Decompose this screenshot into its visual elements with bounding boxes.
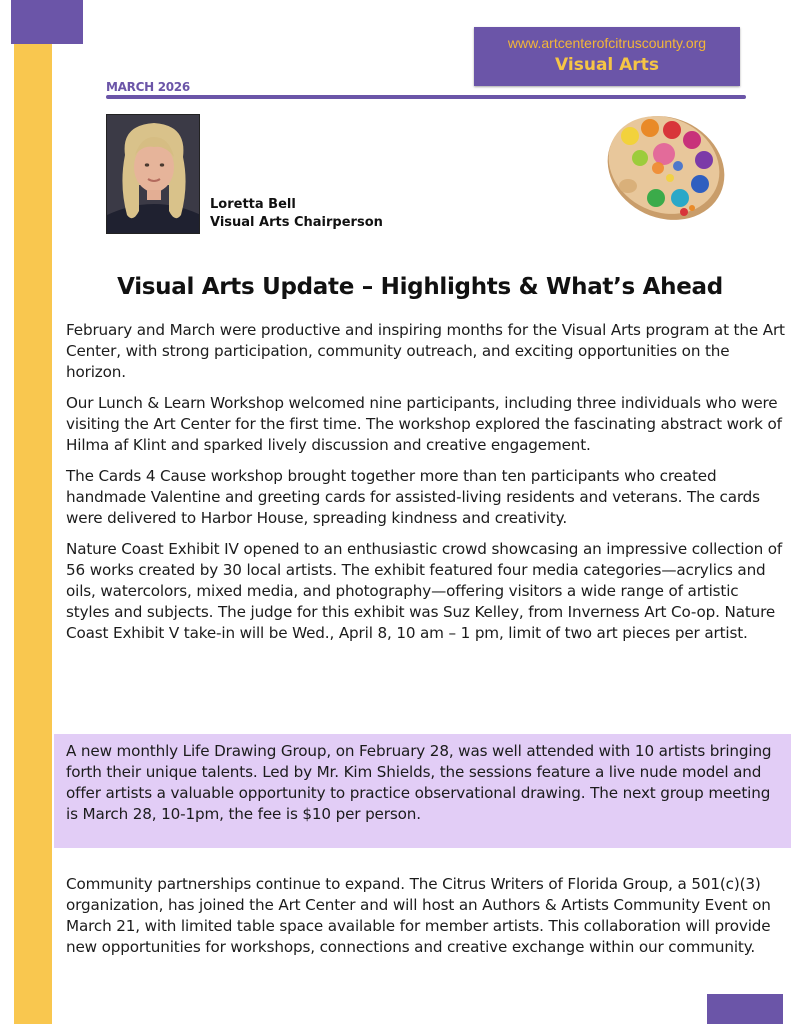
paragraph-intro: February and March were productive and inspiring months for the Visual Arts program at the Art Center, with strong participation, community outreach, and exciting opportunities on the horizon. [66, 321, 785, 381]
author-block [210, 196, 383, 232]
article-body [66, 320, 786, 654]
website-link[interactable]: www.artcenterofcitruscounty.org [507, 35, 707, 51]
paragraph-lunch-learn: Our Lunch & Learn Workshop welcomed nine participants, including three individuals who were visiting the Art Center for the first time. The workshop explored the fascinating abstract work of Hilma af Klint and sparked lively discussion and creative engagement. [66, 394, 782, 454]
author-name: Loretta Bell [210, 197, 296, 212]
issue-date: MARCH 2026 [106, 80, 190, 94]
paragraph-life-drawing: A new monthly Life Drawing Group, on February 28, was well attended with 10 artists bringing forth their unique talents. Led by Mr. Kim Shields, the sessions feature a live nude model and offer artists a valuable opportunity to practice observational drawing. The next group meeting is March 28, 10-1pm, the fee is $10 per person. [66, 742, 772, 823]
header-divider [106, 95, 746, 99]
top-accent-square [11, 0, 83, 44]
left-accent-bar [14, 0, 52, 1024]
paragraph-nature-coast: Nature Coast Exhibit IV opened to an enthusiastic crowd showcasing an impressive collection of 56 works created by 30 local artists. The exhibit featured four media categories—acrylics and oils, watercolors, mixed media, and photography—offering visitors a wide range of artistic styles and subjects. The judge for this exhibit was Suz Kelley, from Inverness Art Co-op. Nature Coast Exhibit V take-in will be Wed., April 8, 10 am – 1 pm, limit of two art pieces per artist. [66, 540, 783, 642]
paint-palette-image [600, 108, 732, 226]
paragraph-community: Community partnerships continue to expand. The Citrus Writers of Florida Group, a 501(c)(3) organization, has joined the Art Center and will host an Authors & Artists Community Event on March 21, with limited table space available for member artists. This collaboration will provide new opportunities for workshops, connections and creative exchange within our community. [66, 875, 771, 956]
author-photo [106, 114, 200, 234]
author-role: Visual Arts Chairperson [210, 215, 383, 230]
section-title: Visual Arts [555, 55, 659, 75]
header-banner [474, 27, 740, 86]
bottom-accent-square [707, 994, 783, 1024]
article-title: Visual Arts Update – Highlights & What’s Ahead [117, 274, 723, 300]
paragraph-cards-4-cause: The Cards 4 Cause workshop brought together more than ten participants who created handmade Valentine and greeting cards for assisted-living residents and veterans. The cards were delivered to Harbor House, spreading kindness and creativity. [66, 467, 760, 527]
